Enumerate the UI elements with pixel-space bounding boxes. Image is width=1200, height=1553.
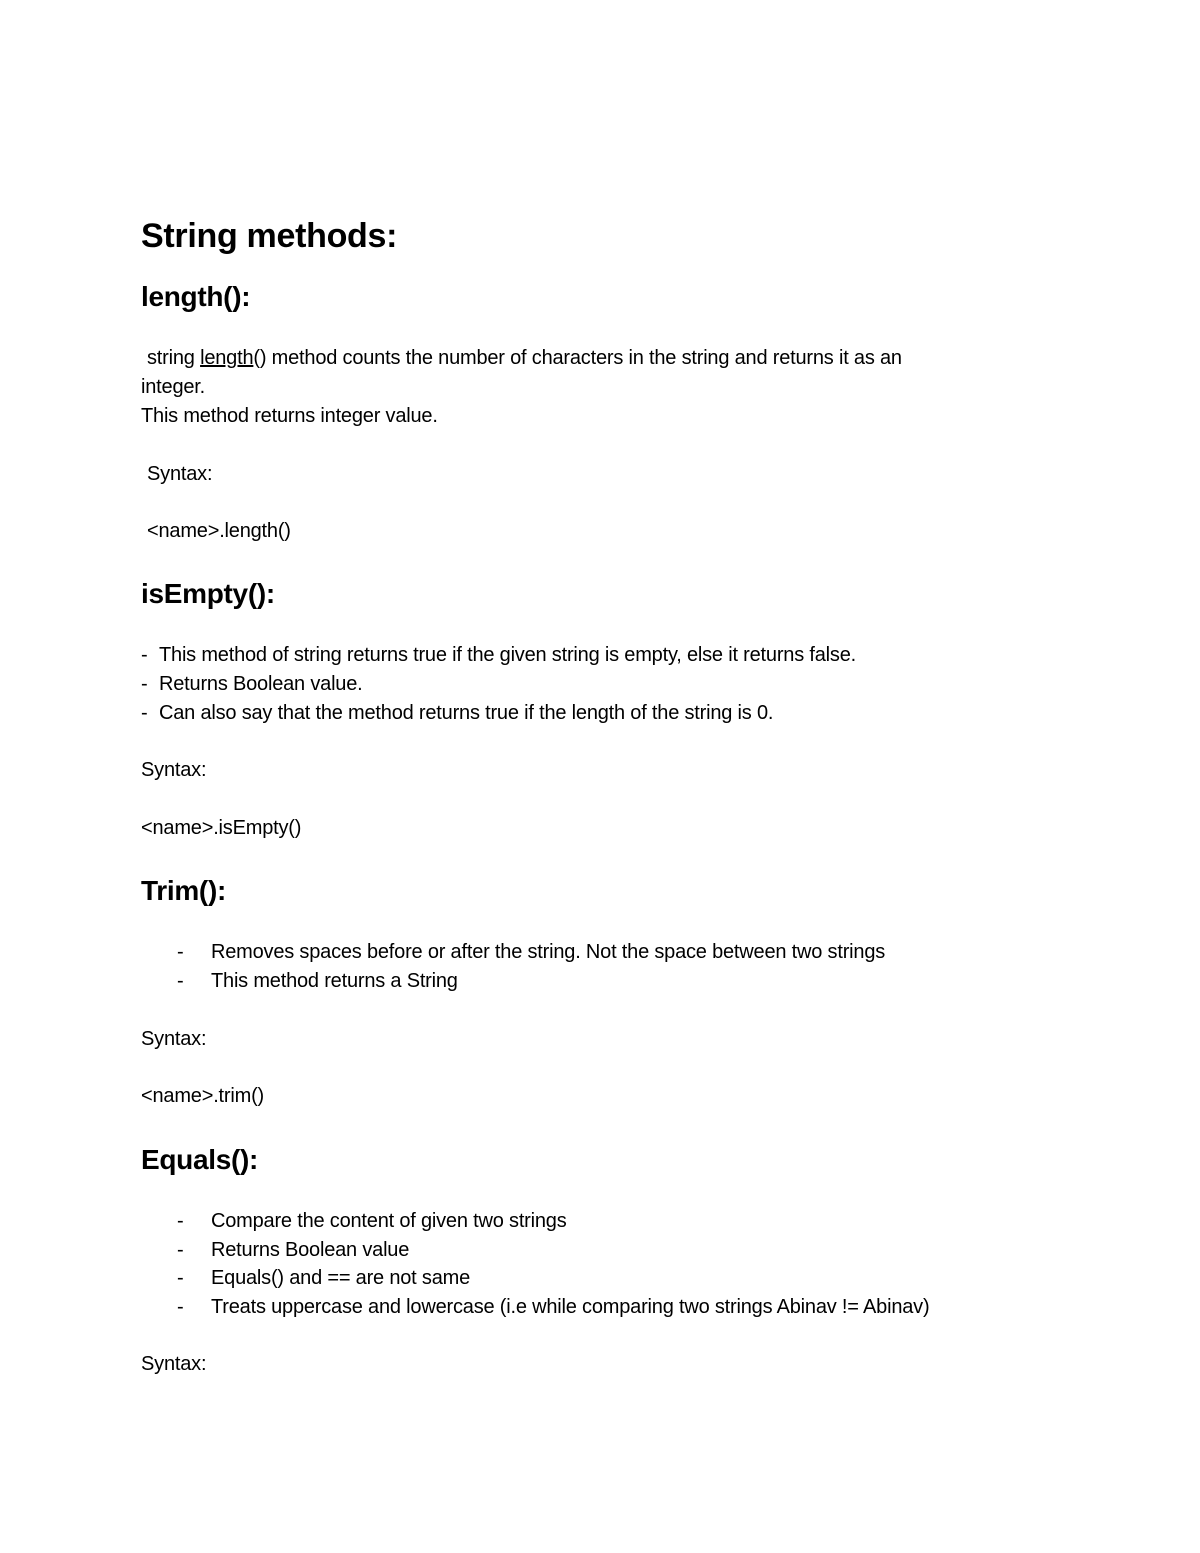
trim-syntax-label: Syntax: (141, 1028, 207, 1050)
length-syntax-label: Syntax: (147, 463, 213, 485)
heading-trim: Trim(): (141, 875, 227, 906)
length-desc-line2: integer. (141, 376, 206, 398)
equals-bullet-4: Treats uppercase and lowercase (i.e while comparing two strings Abinav != Abinav) (211, 1296, 930, 1318)
heading-equals: Equals(): (141, 1144, 259, 1175)
equals-bullet-1: Compare the content of given two strings (211, 1210, 567, 1232)
bullet-dash: - (177, 970, 184, 992)
length-desc-suffix: () method counts the number of characters in the string and returns it as an (253, 347, 902, 369)
equals-bullet-2: Returns Boolean value (211, 1239, 410, 1261)
bullet-dash: - (177, 1239, 184, 1261)
trim-bullet-2: This method returns a String (211, 970, 458, 992)
bullet-dash: - (177, 1296, 184, 1318)
length-desc-line1 (147, 346, 902, 370)
bullet-dash: - (141, 644, 148, 666)
isempty-bullet-1: This method of string returns true if the given string is empty, else it returns false. (159, 644, 856, 666)
length-syntax: <name>.length() (147, 520, 291, 542)
isempty-bullet-3: Can also say that the method returns true if the length of the string is 0. (159, 702, 774, 724)
heading-isempty: isEmpty(): (141, 578, 275, 609)
trim-syntax: <name>.trim() (141, 1085, 264, 1107)
bullet-dash: - (177, 1210, 184, 1232)
length-desc-prefix: string (147, 347, 201, 369)
equals-syntax-label: Syntax: (141, 1353, 207, 1375)
bullet-dash: - (141, 673, 148, 695)
page-title: String methods: (141, 217, 398, 255)
bullet-dash: - (141, 702, 148, 724)
trim-bullet-1: Removes spaces before or after the string. Not the space between two strings (211, 941, 886, 963)
heading-length: length(): (141, 281, 251, 312)
length-desc-link: length (200, 347, 254, 369)
equals-bullet-3: Equals() and == are not same (211, 1267, 470, 1289)
bullet-dash: - (177, 1267, 184, 1289)
isempty-syntax-label: Syntax: (141, 759, 207, 781)
isempty-bullet-2: Returns Boolean value. (159, 673, 363, 695)
bullet-dash: - (177, 941, 184, 963)
isempty-syntax: <name>.isEmpty() (141, 817, 302, 839)
length-desc-line3: This method returns integer value. (141, 405, 438, 427)
